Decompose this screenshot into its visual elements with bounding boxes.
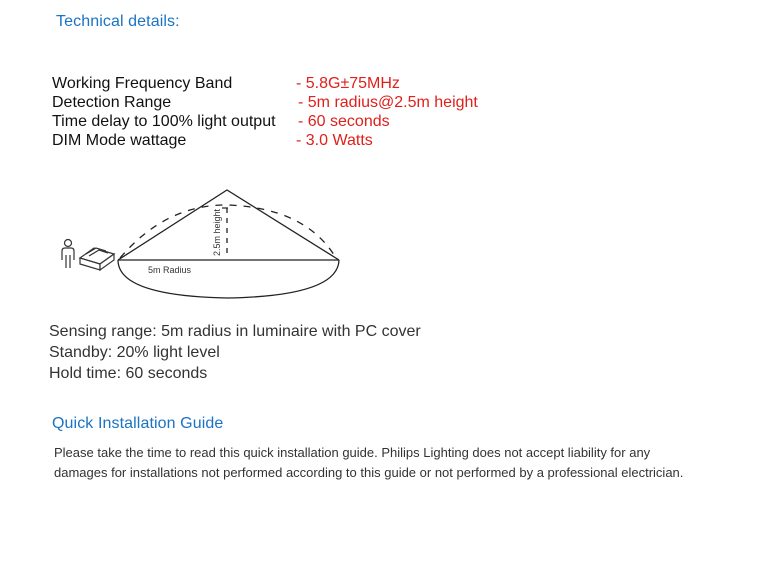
person-icon (62, 240, 74, 269)
height-label: 2.5m height (212, 208, 222, 256)
detection-dome-dashed (120, 205, 336, 258)
spec-value-detection-range: - 5m radius@2.5m height (298, 94, 478, 111)
spec-value-frequency: - 5.8G±75MHz (296, 75, 400, 92)
sensing-range-text: Sensing range: 5m radius in luminaire with PC cover (49, 323, 421, 340)
technical-details-heading: Technical details: (56, 13, 180, 30)
spec-label-dim-wattage: DIM Mode wattage (52, 132, 187, 149)
spec-value-dim-wattage: - 3.0 Watts (296, 132, 373, 149)
quick-installation-guide-heading: Quick Installation Guide (52, 415, 224, 432)
spec-label-time-delay: Time delay to 100% light output (52, 113, 276, 130)
spec-label-detection-range: Detection Range (52, 94, 172, 111)
detection-cone-line (118, 190, 339, 260)
hold-time-text: Hold time: 60 seconds (49, 365, 208, 382)
detection-range-diagram (56, 182, 346, 302)
standby-text: Standby: 20% light level (49, 344, 220, 361)
spec-label-frequency: Working Frequency Band (52, 75, 233, 92)
spec-value-time-delay: - 60 seconds (298, 113, 390, 130)
radius-label: 5m Radius (148, 265, 192, 275)
sensor-device-icon (80, 248, 114, 270)
quick-installation-guide-text: Please take the time to read this quick installation guide. Philips Lighting does not accept liability for any damages for installations not performed according to this guide or not performed by a professional electrician. (54, 445, 684, 480)
